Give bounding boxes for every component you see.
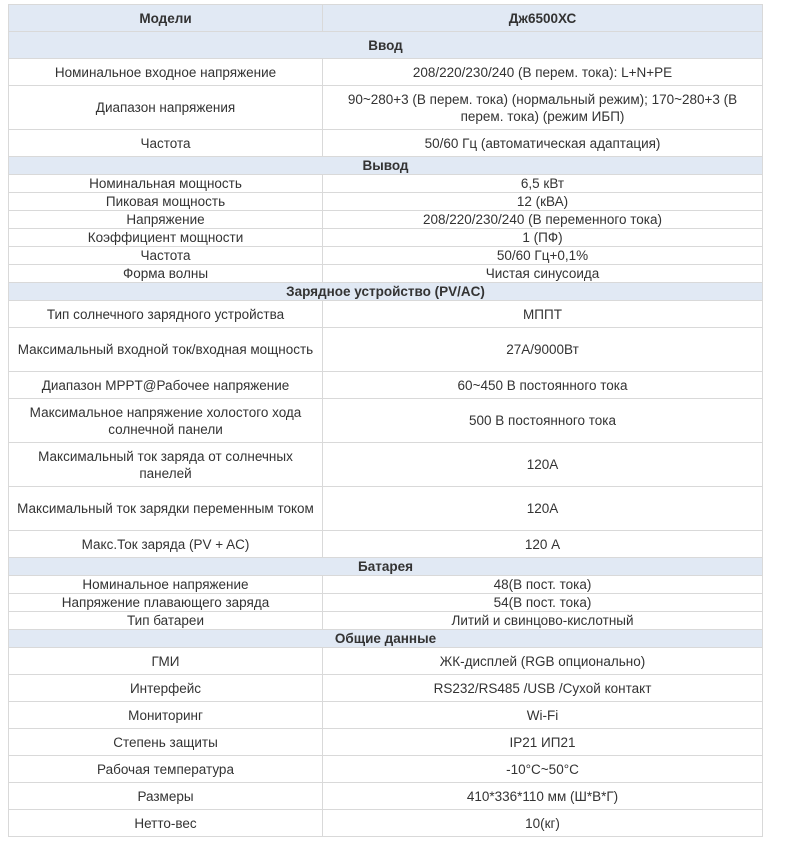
table-row [9,810,763,837]
row-label: Максимальный ток зарядки переменным током [9,487,323,531]
section-title-battery: Батарея [9,558,763,576]
table-row [9,211,763,229]
row-label: Мониторинг [9,702,323,729]
row-label: Нетто-вес [9,810,323,837]
table-row [9,372,763,399]
row-value: 27А/9000Вт [323,328,763,372]
spec-table [8,4,763,837]
table-header-row [9,5,763,32]
row-label: Пиковая мощность [9,193,323,211]
table-row [9,130,763,157]
table-row [9,675,763,702]
row-value: 120А [323,487,763,531]
table-row [9,487,763,531]
row-value: IP21 ИП21 [323,729,763,756]
table-row [9,729,763,756]
section-row-battery [9,558,763,576]
row-value: 500 В постоянного тока [323,399,763,443]
row-value: -10°C~50°C [323,756,763,783]
row-value: RS232/RS485 /USB /Сухой контакт [323,675,763,702]
table-row [9,612,763,630]
table-row [9,783,763,810]
row-label: Макс.Ток заряда (PV + AC) [9,531,323,558]
row-label: Форма волны [9,265,323,283]
table-row [9,702,763,729]
row-label: Частота [9,130,323,157]
row-label: Коэффициент мощности [9,229,323,247]
row-label: Рабочая температура [9,756,323,783]
row-value: 6,5 кВт [323,175,763,193]
row-value: 208/220/230/240 (В перем. тока): L+N+PE [323,59,763,86]
row-value: 48(В пост. тока) [323,576,763,594]
row-label: Интерфейс [9,675,323,702]
table-row [9,756,763,783]
table-row [9,399,763,443]
row-label: Диапазон напряжения [9,86,323,130]
row-value: Литий и свинцово-кислотный [323,612,763,630]
row-value: Wi-Fi [323,702,763,729]
row-label: Максимальный ток заряда от солнечных панелей [9,443,323,487]
row-label: Напряжение [9,211,323,229]
row-label: Максимальный входной ток/входная мощность [9,328,323,372]
row-label: Максимальное напряжение холостого хода солнечной панели [9,399,323,443]
row-label: Размеры [9,783,323,810]
table-row [9,328,763,372]
table-row [9,175,763,193]
table-row [9,443,763,487]
table-row [9,193,763,211]
row-value: 10(кг) [323,810,763,837]
section-row-output [9,157,763,175]
table-row [9,59,763,86]
row-label: Напряжение плавающего заряда [9,594,323,612]
row-value: ЖК-дисплей (RGB опционально) [323,648,763,675]
table-row [9,301,763,328]
section-title-output: Вывод [9,157,763,175]
row-label: Номинальное напряжение [9,576,323,594]
row-label: ГМИ [9,648,323,675]
row-value: МППТ [323,301,763,328]
row-value: 120А [323,443,763,487]
table-row [9,229,763,247]
row-label: Номинальное входное напряжение [9,59,323,86]
table-row [9,648,763,675]
row-value: 120 А [323,531,763,558]
table-row [9,247,763,265]
section-row-input [9,32,763,59]
table-row [9,594,763,612]
row-value: 90~280+3 (В перем. тока) (нормальный режим); 170~280+3 (В перем. тока) (режим ИБП) [323,86,763,130]
row-value: 1 (ПФ) [323,229,763,247]
row-value: 50/60 Гц+0,1% [323,247,763,265]
row-value: 12 (кВА) [323,193,763,211]
row-label: Тип батареи [9,612,323,630]
header-model-name: Дж6500ХС [323,5,763,32]
row-value: 208/220/230/240 (В переменного тока) [323,211,763,229]
table-row [9,531,763,558]
row-label: Степень защиты [9,729,323,756]
table-row [9,265,763,283]
row-label: Тип солнечного зарядного устройства [9,301,323,328]
section-title-input: Ввод [9,32,763,59]
row-label: Диапазон MPPT@Рабочее напряжение [9,372,323,399]
header-models: Модели [9,5,323,32]
section-title-charger: Зарядное устройство (PV/AC) [9,283,763,301]
row-value: 60~450 В постоянного тока [323,372,763,399]
row-label: Частота [9,247,323,265]
row-value: 410*336*110 мм (Ш*В*Г) [323,783,763,810]
row-value: 50/60 Гц (автоматическая адаптация) [323,130,763,157]
table-row [9,86,763,130]
row-value: Чистая синусоида [323,265,763,283]
section-row-charger [9,283,763,301]
section-title-general: Общие данные [9,630,763,648]
table-row [9,576,763,594]
row-label: Номинальная мощность [9,175,323,193]
section-row-general [9,630,763,648]
row-value: 54(В пост. тока) [323,594,763,612]
